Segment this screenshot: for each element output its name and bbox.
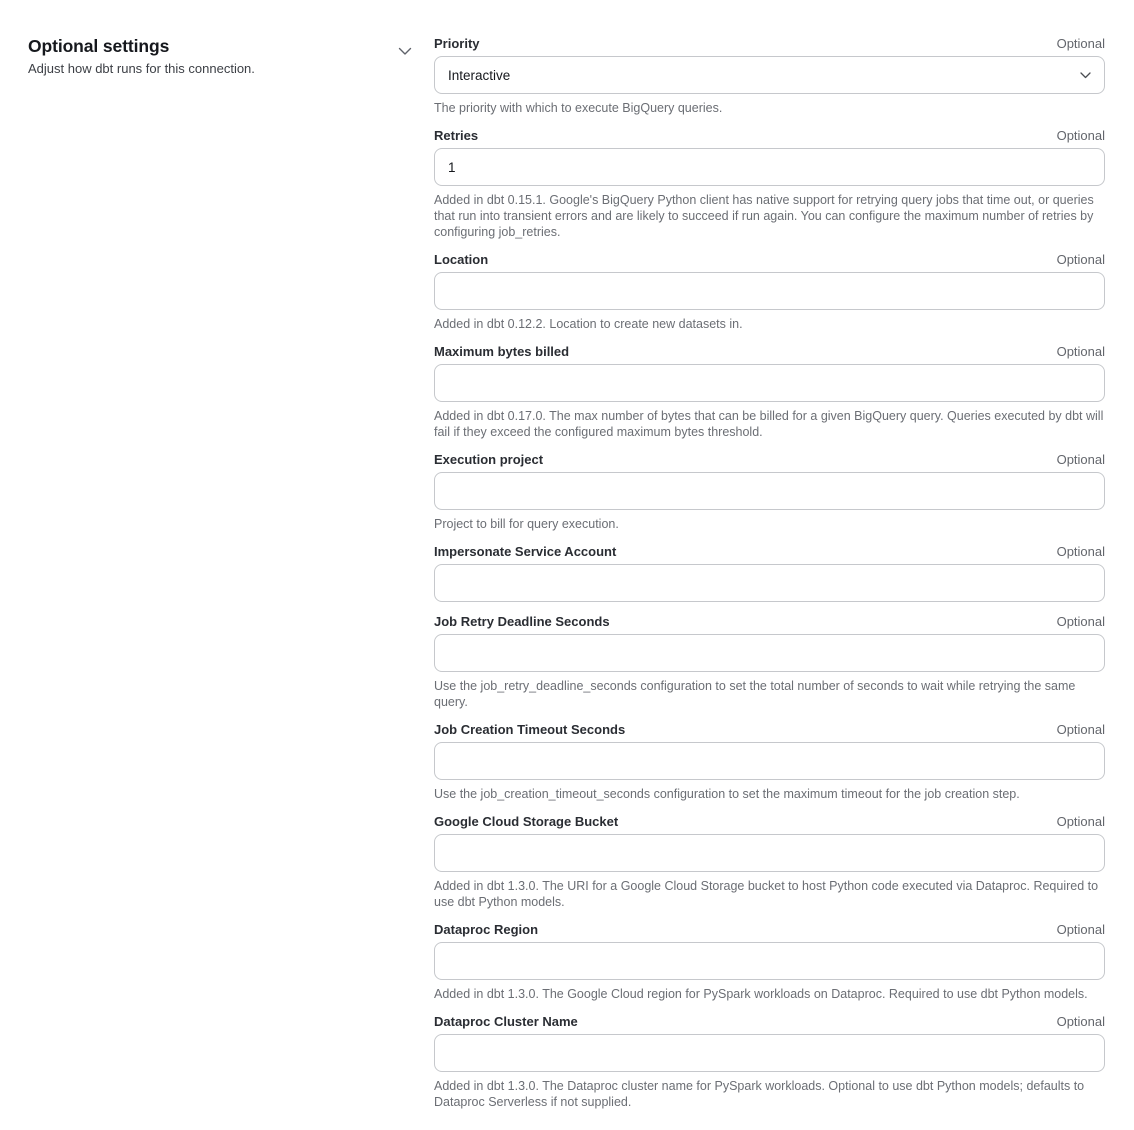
optional-badge: Optional [1056, 452, 1105, 467]
optional-badge: Optional [1056, 614, 1105, 629]
impersonate-service-account-input[interactable] [434, 564, 1105, 602]
field-helper: Added in dbt 1.3.0. The Google Cloud region for PySpark workloads on Dataproc. Required to use dbt Python models. [434, 987, 1088, 1001]
job-creation-timeout-seconds-input[interactable] [434, 742, 1105, 780]
chevron-down-icon [1080, 72, 1091, 79]
execution-project-input[interactable] [434, 472, 1105, 510]
field-label: Dataproc Region [434, 922, 539, 937]
field-label: Location [434, 252, 489, 267]
field-maximum-bytes-billed [434, 344, 1105, 440]
field-helper: Use the job_retry_deadline_seconds configuration to set the total number of seconds to wait while retrying the same query. [434, 679, 1076, 709]
chevron-down-icon [398, 44, 412, 59]
field-helper: Added in dbt 1.3.0. The URI for a Google Cloud Storage bucket to host Python code executed via Dataproc. Required to use dbt Python models. [434, 879, 1099, 909]
collapse-section-button[interactable] [398, 47, 412, 56]
optional-badge: Optional [1056, 36, 1105, 51]
priority-select-value: Interactive [448, 67, 511, 83]
optional-badge: Optional [1056, 922, 1105, 937]
optional-badge: Optional [1056, 544, 1105, 559]
field-priority [434, 36, 1105, 116]
field-location [434, 252, 1105, 332]
optional-badge: Optional [1056, 252, 1105, 267]
field-helper: Added in dbt 1.3.0. The Dataproc cluster name for PySpark workloads. Optional to use dbt Python models; defaults to Dataproc Serverless if not supplied. [434, 1079, 1085, 1109]
field-helper: Project to bill for query execution. [434, 517, 619, 531]
field-label: Execution project [434, 452, 544, 467]
retries-input[interactable] [434, 148, 1105, 186]
field-label: Maximum bytes billed [434, 344, 570, 359]
section-subtitle: Adjust how dbt runs for this connection. [28, 61, 255, 76]
field-label: Dataproc Cluster Name [434, 1014, 578, 1029]
field-helper: The priority with which to execute BigQuery queries. [434, 101, 723, 115]
field-helper: Added in dbt 0.15.1. Google's BigQuery Python client has native support for retrying query jobs that time out, or queries that run into transient errors and are likely to succeed if run again. You can configure the maximum number of retries by configuring job_retries. [434, 193, 1094, 239]
field-dataproc-cluster-name [434, 1014, 1105, 1110]
optional-settings-form [434, 36, 1105, 1122]
section-header-text [28, 36, 255, 77]
field-dataproc-region [434, 922, 1105, 1002]
optional-badge: Optional [1056, 722, 1105, 737]
field-execution-project [434, 452, 1105, 532]
google-cloud-storage-bucket-input[interactable] [434, 834, 1105, 872]
field-label: Priority [434, 36, 480, 51]
job-retry-deadline-seconds-input[interactable] [434, 634, 1105, 672]
maximum-bytes-billed-input[interactable] [434, 364, 1105, 402]
optional-badge: Optional [1056, 1014, 1105, 1029]
dataproc-cluster-name-input[interactable] [434, 1034, 1105, 1072]
field-label: Job Creation Timeout Seconds [434, 722, 626, 737]
field-helper: Use the job_creation_timeout_seconds configuration to set the maximum timeout for the job creation step. [434, 787, 1020, 801]
field-impersonate-service-account [434, 544, 1105, 602]
field-label: Job Retry Deadline Seconds [434, 614, 610, 629]
field-helper: Added in dbt 0.12.2. Location to create new datasets in. [434, 317, 743, 331]
optional-badge: Optional [1056, 128, 1105, 143]
optional-badge: Optional [1056, 814, 1105, 829]
field-label: Retries [434, 128, 479, 143]
field-job-creation-timeout-seconds [434, 722, 1105, 802]
section-header [28, 36, 434, 77]
location-input[interactable] [434, 272, 1105, 310]
field-label: Google Cloud Storage Bucket [434, 814, 619, 829]
field-helper: Added in dbt 0.17.0. The max number of bytes that can be billed for a given BigQuery query. Queries executed by dbt will fail if they exceed the configured maximum bytes threshold. [434, 409, 1104, 439]
field-label: Impersonate Service Account [434, 544, 617, 559]
dataproc-region-input[interactable] [434, 942, 1105, 980]
field-retries [434, 128, 1105, 240]
field-google-cloud-storage-bucket [434, 814, 1105, 910]
optional-badge: Optional [1056, 344, 1105, 359]
priority-select[interactable] [434, 56, 1105, 94]
section-title: Optional settings [28, 36, 170, 56]
field-job-retry-deadline-seconds [434, 614, 1105, 710]
